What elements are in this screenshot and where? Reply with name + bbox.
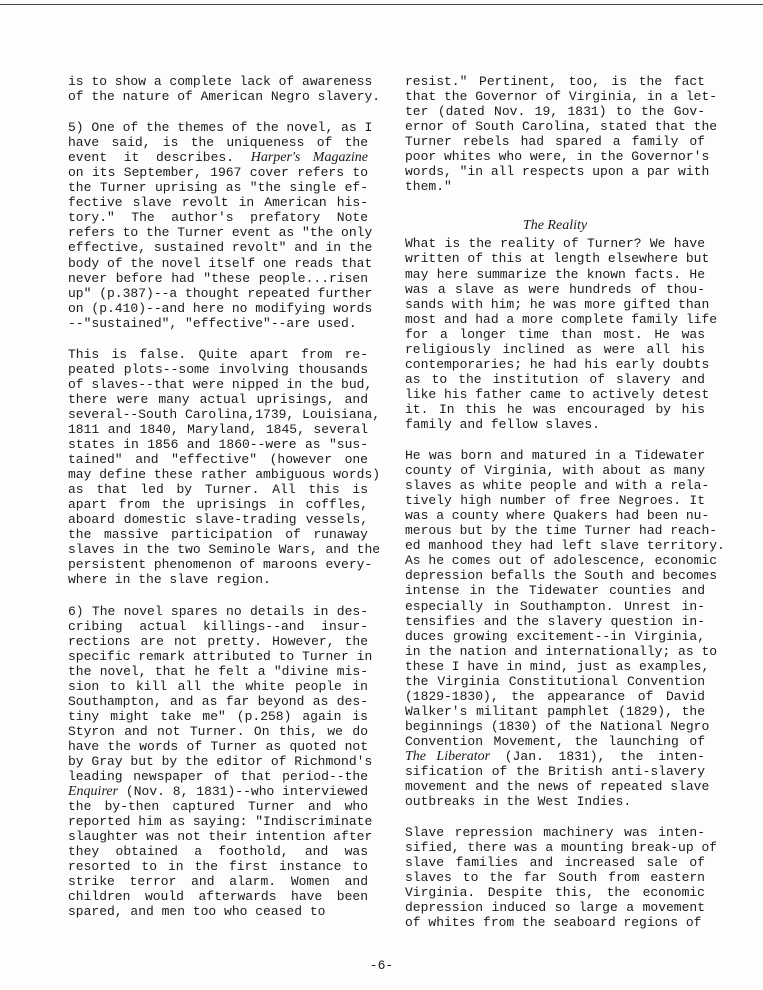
text-line: tensifies and the slavery question in-	[405, 613, 705, 629]
text-line: cribing actual killings--and insur-	[68, 618, 368, 634]
text-line: He was born and matured in a Tidewater	[405, 448, 705, 464]
text-line: these I have in mind, just as examples,	[405, 658, 710, 674]
text-line: contemporaries; he had his early doubts	[405, 356, 710, 372]
text-line: Styron and not Turner. On this, we do	[68, 723, 368, 739]
text-line: merous but by the time Turner had reach-	[405, 523, 718, 539]
text-line: Walker's militant pamphlet (1829), the	[405, 703, 705, 719]
text-line: tively high number of free Negroes. It	[405, 493, 705, 509]
text-line: slaves in the two Seminole Wars, and the	[68, 542, 381, 558]
paragraph	[68, 74, 381, 105]
text-line: words, "in all respects upon a par with	[405, 164, 710, 180]
page-number: -6-	[369, 958, 394, 973]
text-line: Southampton, and as far beyond as des-	[68, 693, 368, 709]
paragraph	[68, 346, 381, 588]
text-line: ter (dated Nov. 19, 1831) to the Gov-	[405, 104, 705, 120]
text-line: persistent phenomenon of maroons every-	[68, 557, 373, 573]
paragraph	[405, 825, 718, 931]
text-line: was a county where Quakers had been nu-	[405, 508, 710, 524]
text-line: may here summarize the known facts. He	[405, 266, 705, 282]
text-line: slave families and increased sale of	[405, 855, 705, 871]
text-line: of slaves--that were nipped in the bud,	[68, 376, 373, 392]
text-line: Enquirer (Nov. 8, 1831)--who interviewed	[68, 784, 368, 800]
text-line: they obtained a foothold, and was	[68, 844, 368, 860]
text-line: Slave repression machinery was inten-	[405, 825, 705, 841]
text-line: most and had a more complete family life	[405, 311, 718, 327]
text-line: written of this at length elsewhere but	[405, 251, 710, 267]
text-line: beginnings (1830) of the National Negro	[405, 718, 710, 734]
text-line: in the nation and internationally; as to	[405, 643, 718, 659]
text-line: of the nature of American Negro slavery.	[68, 89, 381, 105]
text-line: spared, and men too who ceased to	[68, 904, 326, 920]
text-line: The Liberator (Jan. 1831), the inten-	[405, 748, 705, 764]
text-line: 6) The novel spares no details in des-	[68, 603, 368, 619]
text-line: sified, there was a mounting break-up of	[405, 840, 718, 856]
text-line: slaughter was not their intention after	[68, 829, 373, 845]
text-line: fective slave revolt in American his-	[68, 195, 368, 211]
text-line: family and fellow slaves.	[405, 416, 601, 432]
text-line: it. In this he was encouraged by his	[405, 401, 705, 417]
text-line: ernor of South Carolina, stated that the	[405, 119, 718, 135]
text-line: Convention Movement, the launching of	[405, 733, 705, 749]
text-line: have the words of Turner as quoted not	[68, 738, 368, 754]
text-line: --"sustained", "effective"--are used.	[68, 315, 357, 331]
text-line: have said, is the uniqueness of the	[68, 135, 368, 151]
text-line: depression befalls the South and becomes	[405, 568, 718, 584]
text-line: effective, sustained revolt" and in the	[68, 240, 373, 256]
text-line: peated plots--some involving thousands	[68, 361, 368, 377]
text-line: several--South Carolina,1739, Louisiana,	[68, 406, 381, 422]
text-line: by Gray but by the editor of Richmond's	[68, 753, 373, 769]
text-line: What is the reality of Turner? We have	[405, 236, 705, 252]
text-line: the Virginia Constitutional Convention	[405, 673, 705, 689]
right-column-bottom	[405, 236, 725, 931]
text-line: leading newspaper of that period--the	[68, 769, 368, 785]
text-line: ed manhood they had left slave territory.	[405, 538, 725, 554]
text-line: them."	[405, 179, 452, 195]
text-line: for a longer time than most. He was	[405, 326, 705, 342]
text-line: slaves as white people and with a rela-	[405, 478, 710, 494]
text-line: depression induced so large a movement	[405, 900, 705, 916]
text-line: on (p.410)--and here no modifying words	[68, 300, 373, 316]
top-rule	[0, 4, 763, 5]
text-line: As he comes out of adolescence, economic	[405, 553, 718, 569]
text-line: is to show a complete lack of awareness	[68, 74, 373, 89]
text-line: the by-then captured Turner and who	[68, 799, 368, 815]
text-line: never before had "these people...risen	[68, 270, 368, 286]
text-line: Virginia. Despite this, the economic	[405, 885, 705, 901]
text-line: slaves to the far South from eastern	[405, 870, 705, 886]
text-line: reported him as saying: "Indiscriminate	[68, 814, 373, 830]
text-line: states in 1856 and 1860--were as "sus-	[68, 437, 368, 453]
text-line: strike terror and alarm. Women and	[68, 874, 368, 890]
text-line: tory." The author's prefatory Note	[68, 210, 368, 226]
text-line: the novel, that he felt a "divine mis-	[68, 663, 368, 679]
text-line: refers to the Turner event as "the only	[68, 225, 373, 241]
text-line: movement and the news of repeated slave	[405, 779, 710, 795]
text-line: (1829-1830), the appearance of David	[405, 688, 705, 704]
text-line: may define these rather ambiguous words)	[68, 467, 381, 483]
text-line: was a slave as were hundreds of thou-	[405, 281, 705, 297]
paragraph	[405, 448, 725, 810]
left-column	[68, 74, 381, 935]
text-line: that the Governor of Virginia, in a let-	[405, 89, 718, 105]
text-line: aboard domestic slave-trading vessels,	[68, 512, 368, 528]
text-line: specific remark attributed to Turner in	[68, 648, 373, 664]
text-line: 5) One of the themes of the novel, as I	[68, 120, 373, 136]
text-line: the massive participation of runaway	[68, 527, 368, 543]
text-line: especially in Southampton. Unrest in-	[405, 598, 705, 614]
section-heading: The Reality	[522, 218, 588, 234]
text-line: on its September, 1967 cover refers to	[68, 165, 368, 181]
paragraph	[68, 603, 373, 920]
text-line: poor whites who were, in the Governor's	[405, 149, 710, 165]
text-line: tiny might take me" (p.258) again is	[68, 708, 368, 724]
text-line: tained" and "effective" (however one	[68, 452, 368, 468]
text-line: intense in the Tidewater counties and	[405, 583, 705, 599]
text-line: resist." Pertinent, too, is the fact	[405, 74, 705, 89]
text-line: county of Virginia, with about as many	[405, 463, 705, 479]
text-line: This is false. Quite apart from re-	[68, 346, 368, 362]
text-line: duces growing excitement--in Virginia,	[405, 628, 705, 644]
text-line: where in the slave region.	[68, 572, 271, 588]
text-line: 1811 and 1840, Maryland, 1845, several	[68, 421, 368, 437]
text-line: as that led by Turner. All this is	[68, 482, 368, 498]
text-line: religiously inclined as were all his	[405, 341, 705, 357]
text-line: up" (p.387)--a thought repeated further	[68, 285, 373, 301]
text-line: children would afterwards have been	[68, 889, 368, 905]
text-line: outbreaks in the West Indies.	[405, 794, 632, 810]
text-line: as to the institution of slavery and	[405, 371, 705, 387]
text-line: body of the novel itself one reads that	[68, 255, 373, 271]
text-line: like his father came to actively detest	[405, 386, 710, 402]
paragraph	[68, 120, 373, 331]
text-line: rections are not pretty. However, the	[68, 633, 368, 649]
text-line: of whites from the seaboard regions of	[405, 915, 702, 931]
text-line: apart from the uprisings in coffles,	[68, 497, 368, 513]
text-line: sification of the British anti-slavery	[405, 764, 705, 780]
text-line: sion to kill all the white people in	[68, 678, 368, 694]
text-line: the Turner uprising as "the single ef-	[68, 180, 368, 196]
paragraph	[405, 74, 718, 195]
text-line: resorted to in the first instance to	[68, 859, 368, 875]
right-column-top	[405, 74, 718, 195]
text-line: Turner rebels had spared a family of	[405, 134, 705, 150]
text-line: event it describes. Harper's Magazine	[68, 150, 368, 166]
text-line: sands with him; he was more gifted than	[405, 296, 710, 312]
right-column	[405, 74, 725, 946]
text-line: there were many actual uprisings, and	[68, 391, 368, 407]
paragraph	[405, 236, 718, 432]
